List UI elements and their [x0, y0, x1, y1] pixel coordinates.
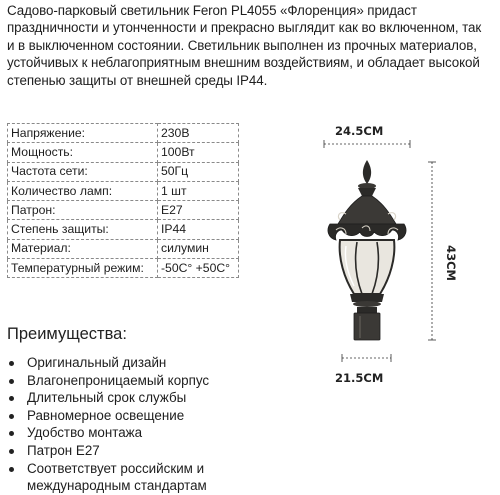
spec-value: 230В	[158, 124, 239, 143]
list-item	[9, 389, 209, 407]
lamp-dimension-drawing	[300, 118, 500, 388]
table-row	[8, 201, 239, 220]
spec-value: 100Вт	[158, 143, 239, 162]
specs-table	[7, 123, 239, 278]
bullet-icon	[9, 379, 14, 384]
list-item-text: Длительный срок службы	[27, 390, 187, 406]
table-row	[8, 143, 239, 162]
spec-label: Количество ламп:	[8, 181, 158, 200]
top-width-label: 24.5CM	[335, 124, 384, 138]
spec-label: Частота сети:	[8, 162, 158, 181]
list-item-text: Патрон E27	[27, 442, 100, 458]
bullet-icon	[9, 396, 14, 401]
bullet-icon	[9, 449, 14, 454]
bullet-icon	[9, 467, 14, 472]
description-line: Садово-парковый светильник Feron PL4055 «Флоренция» придаст	[7, 3, 417, 18]
spec-value: 1 шт	[158, 181, 239, 200]
table-row	[8, 181, 239, 200]
spec-value: 50Гц	[158, 162, 239, 181]
spec-label: Напряжение:	[8, 124, 158, 143]
bullet-icon	[9, 361, 14, 366]
height-label: 43CM	[444, 245, 458, 281]
bullet-icon	[9, 431, 14, 436]
description-line: и в выключенном состоянии. Светильник выполнен из прочных материалов,	[7, 37, 477, 53]
base-width-label: 21.5CM	[335, 371, 384, 385]
top-width-dimension	[324, 124, 410, 148]
spec-label: Патрон:	[8, 201, 158, 220]
table-row	[8, 220, 239, 239]
list-item-text: международным стандартам	[27, 478, 207, 494]
list-item-text: Равномерное освещение	[27, 407, 185, 423]
base-width-dimension	[335, 354, 391, 385]
list-item-continuation	[9, 477, 209, 495]
spec-label: Материал:	[8, 239, 158, 258]
height-dimension	[428, 162, 458, 340]
list-item	[9, 460, 209, 478]
spec-label: Степень защиты:	[8, 220, 158, 239]
table-row	[8, 124, 239, 143]
list-item	[9, 407, 209, 425]
spec-value: -50С° +50С°	[158, 259, 239, 278]
table-row	[8, 259, 239, 278]
spec-value: E27	[158, 201, 239, 220]
spec-label: Мощность:	[8, 143, 158, 162]
table-row	[8, 239, 239, 258]
spec-value: силумин	[158, 239, 239, 258]
list-item	[9, 354, 209, 372]
product-description	[7, 2, 497, 89]
list-item	[9, 442, 209, 460]
description-line: степенью защиты от внешней среды IP44.	[7, 72, 268, 88]
spec-value: IP44	[158, 220, 239, 239]
list-item-text: Оригинальный дизайн	[27, 355, 167, 370]
advantages-list	[9, 354, 209, 495]
list-item	[9, 424, 209, 442]
list-item-text: Соответствует российским и	[27, 460, 205, 476]
spec-label: Температурный режим:	[8, 259, 158, 278]
bullet-icon	[9, 414, 14, 419]
list-item-text: Влагонепроницаемый корпус	[27, 372, 210, 388]
list-item-text: Удобство монтажа	[27, 425, 143, 441]
lamp-illustration	[328, 160, 406, 340]
advantages-title: Преимущества:	[7, 325, 127, 343]
list-item	[9, 372, 209, 390]
description-line: устойчивых к неблагоприятным внешним воздействиям, и обладает высокой	[7, 55, 480, 71]
table-row	[8, 162, 239, 181]
description-line: праздничности и утонченности и прекрасно выглядит как во включенном, так	[7, 20, 482, 36]
